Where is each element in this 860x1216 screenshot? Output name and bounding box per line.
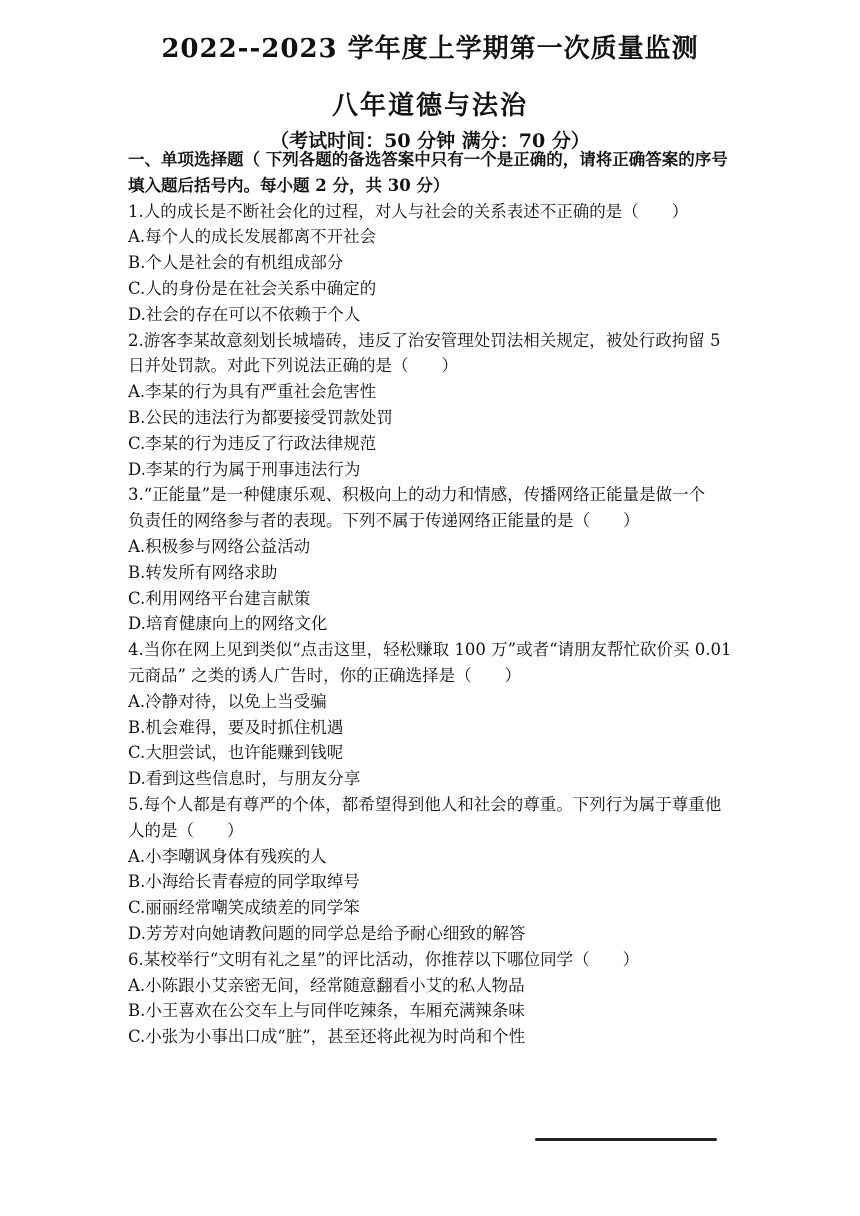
exam-info: （考试时间：50 分钟 满分：70 分） xyxy=(270,130,590,152)
question-stem-cont: 元商品” 之类的诱人广告时，你的正确选择是（ ） xyxy=(128,665,522,685)
option-b: B.个人是社会的有机组成部分 xyxy=(128,253,344,273)
question-stem-cont: 日并处罚款。对此下列说法正确的是（ ） xyxy=(128,356,458,376)
question-stem-cont: 负责任的网络参与者的表现。下列不属于传递网络正能量的是（ ） xyxy=(128,511,640,531)
question-stem: 6.某校举行“文明有礼之星”的评比活动，你推荐以下哪位同学（ ） xyxy=(128,949,640,969)
question-stem: 2.游客李某故意刻划长城墙砖，违反了治安管理处罚法相关规定，被处行政拘留 5 xyxy=(128,330,721,350)
option-b: B.机会难得，要及时抓住机遇 xyxy=(128,717,344,737)
question-stem: 1.人的成长是不断社会化的过程，对人与社会的关系表述不正确的是（ ） xyxy=(128,201,689,221)
option-b: B.小王喜欢在公交车上与同伴吃辣条，车厢充满辣条味 xyxy=(128,1001,525,1021)
option-d: D.李某的行为属于刑事违法行为 xyxy=(128,459,361,479)
question-stem: 4.当你在网上见到类似“点击这里，轻松赚取 100 万”或者“请朋友帮忙砍价买 0.01 xyxy=(128,640,732,660)
option-c: C.李某的行为违反了行政法律规范 xyxy=(128,433,377,453)
footer-divider xyxy=(535,1138,717,1141)
option-d: D.培育健康向上的网络文化 xyxy=(128,614,328,634)
question-5 xyxy=(128,792,744,947)
question-1 xyxy=(128,199,744,328)
section-heading-line-2: 填入题后括号内。每小题 2 分，共 30 分） xyxy=(128,175,450,195)
exam-body xyxy=(128,147,744,1050)
question-2 xyxy=(128,328,744,483)
option-a: A.积极参与网络公益活动 xyxy=(128,536,311,556)
exam-title: 2022--2023 学年度上学期第一次质量监测 xyxy=(161,34,699,64)
question-stem-cont: 人的是（ ） xyxy=(128,820,244,840)
option-c: C.小张为小事出口成“脏”，甚至还将此视为时尚和个性 xyxy=(128,1027,526,1047)
option-c: C.丽丽经常嘲笑成绩差的同学笨 xyxy=(128,898,360,918)
option-a: A.每个人的成长发展都离不开社会 xyxy=(128,227,377,247)
option-a: A.冷静对待，以免上当受骗 xyxy=(128,691,327,711)
question-6 xyxy=(128,947,744,1050)
option-b: B.公民的违法行为都要接受罚款处罚 xyxy=(128,407,393,427)
question-4 xyxy=(128,637,744,792)
subject-title: 八年道德与法治 xyxy=(331,91,528,121)
question-stem: 3.“正能量”是一种健康乐观、积极向上的动力和情感，传播网络正能量是做一个 xyxy=(128,485,706,505)
option-a: A.小李嘲讽身体有残疾的人 xyxy=(128,846,327,866)
option-a: A.李某的行为具有严重社会危害性 xyxy=(128,382,377,402)
option-c: C.利用网络平台建言献策 xyxy=(128,588,311,608)
option-b: B.转发所有网络求助 xyxy=(128,562,278,582)
option-c: C.人的身份是在社会关系中确定的 xyxy=(128,278,377,298)
question-stem: 5.每个人都是有尊严的个体，都希望得到他人和社会的尊重。下列行为属于尊重他 xyxy=(128,794,722,814)
option-c: C.大胆尝试，也许能赚到钱呢 xyxy=(128,743,344,763)
question-3 xyxy=(128,482,744,637)
option-a: A.小陈跟小艾亲密无间，经常随意翻看小艾的私人物品 xyxy=(128,975,525,995)
option-d: D.芳芳对向她请教问题的同学总是给予耐心细致的解答 xyxy=(128,923,526,943)
option-d: D.社会的存在可以不依赖于个人 xyxy=(128,304,361,324)
option-d: D.看到这些信息时，与朋友分享 xyxy=(128,769,361,789)
section-heading-line-1: 一、单项选择题（ 下列各题的备选答案中只有一个是正确的，请将正确答案的序号 xyxy=(128,150,728,169)
option-b: B.小海给长青春痘的同学取绰号 xyxy=(128,872,360,892)
